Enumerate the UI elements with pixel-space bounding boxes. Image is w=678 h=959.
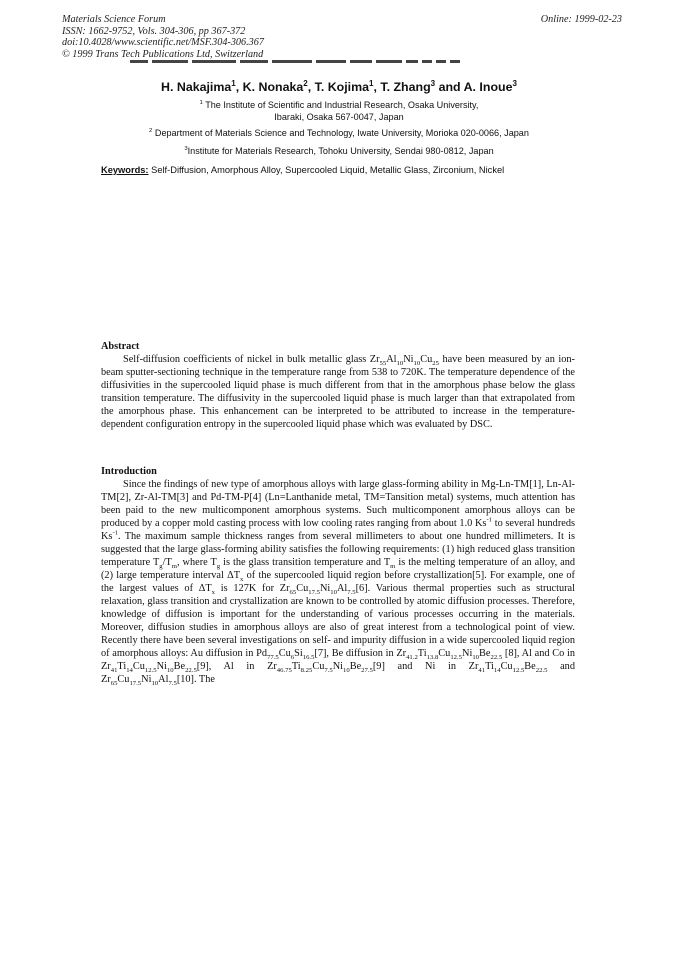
affiliation-text: The Institute of Scientific and Industrial Research, Osaka University, [205,100,479,110]
introduction-heading: Introduction [101,466,157,477]
issn-line: ISSN: 1662-9752, Vols. 304-306, pp 367-372 [62,25,246,37]
affiliation-2 [0,128,678,140]
affiliation-text: Ibaraki, Osaka 567-0047, Japan [274,111,404,122]
publication-header [62,14,264,60]
affiliation-3 [0,146,678,158]
affiliation-mark: 1 [231,78,236,88]
affiliation-text: Institute for Materials Research, Tohoku University, Sendai 980-0812, Japan [187,146,494,156]
author-name: H. Nakajima [161,80,232,94]
introduction-section [101,465,575,686]
keywords-label: Keywords: [101,165,149,175]
author-name: T. Zhang [380,80,431,94]
abstract-heading: Abstract [101,341,140,352]
affiliation-mark: 2 [303,78,308,88]
author-separator: , [235,80,243,94]
doi-link[interactable]: doi:10.4028/www.scientific.net/MSF.304-306.367 [62,37,264,49]
author-list [0,80,678,94]
affiliation-1 [0,100,678,123]
affiliation-mark: 2 [149,127,153,134]
online-date: Online: 1999-02-23 [540,14,622,25]
affiliation-text: Department of Materials Science and Technology, Iwate University, Morioka 020-0066, Japan [154,128,529,138]
introduction-body: Since the findings of new type of amorphous alloys with large glass-forming ability in Mg-Ln-TM[1], Ln-Al-TM[2], Zr-Al-TM[3] and Pd-TM-P[4] (Ln=Lanthanide metal, TM=Tansition metal) systems, much attention has been paid to the new multicomponent amorphous systems. Such multicomponent amorphous alloys can be produced by a copper mold casting process with low cooling rates ranging from about 1.0 $Ks^{-1}$ to several hundreds $Ks^{-1}$. The maximum sample thickness ranges from several millimeters to about one hundred millimeters. It is suggested that the large glass-forming ability satisfies the following requirements: (1) high reduced glass transition temperature $T_g/T_m$, where $T_g$ is the glass transition temperature and $T_m$ is the melting temperature of an alloy, and (2) large temperature interval $\Delta T_x$ of the supercooled liquid region before crystallization[5]. For example, one of the largest values of $\Delta T_x$ is 127K for $Zr_{65}Cu_{17.5}Ni_{10}Al_{7.5}[6]$. Various thermal properties such as structural relaxation, glass transition and crystallization are known to be controlled by atomic diffusion processes. Therefore, knowledge of diffusion is important for the understanding of various processes occurring in the materials. Moreover, diffusion studies in amorphous alloys are also of great interest from a technological point of view. Recently there have been several investigations on self- and impurity diffusion in a wide supercooled liquid region of amorphous alloys: Au diffusion in $Pd_{77.5}Cu_6Si_{16.5}[7]$, Be diffusion in $Zr_{41.2}Ti_{13.8}Cu_{12.5}Ni_{10}Be_{22.5}$ [8], Al and Co in $Zr_{41}Ti_{14}Cu_{12.5}Ni_{10}Be_{22.5}[9]$, Al in $Zr_{46.75}Ti_{8.25}Cu_{7.5}Ni_{10}Be_{27.5}[9]$ and Ni in $Zr_{41}Ti_{14}Cu_{12.5}Be_{22.5}$ and $Zr_{65}Cu_{17.5}Ni_{10}Al_{7.5}[10]$. The [101,479,576,688]
cropped-title-fragment [130,60,510,66]
journal-name: Materials Science Forum [62,14,166,25]
affiliation-mark: 3 [512,78,517,88]
keywords-text: Self-Diffusion, Amorphous Alloy, Supercooled Liquid, Metallic Glass, Zirconium, Nickel [148,165,505,175]
affiliation-mark: 1 [369,78,374,88]
author-separator: , [307,80,315,94]
affiliation-mark: 3 [430,78,436,88]
copyright-line: © 1999 Trans Tech Publications Ltd, Switzerland [62,48,264,60]
abstract-body: Self-diffusion coefficients of nickel in bulk metallic glass $Zr_{55}Al_{10}Ni_{10}Cu_{25}$ have been measured by an ion-beam sputter-sectioning technique in the temperature range from 538 to 720K. The temperature dependence of the diffusivities in the supercooled liquid phase is much different from that in the amorphous phase below the glass transition temperature. The diffusivity in the supercooled liquid phase is much larger than that extrapolated from the amorphous phase. This enhancement can be interpreted to be attributed to increase in the temperature-dependent configuration entropy in the supercooled liquid phase which was evaluated by DSC. [101,354,575,430]
keywords-line [101,165,621,175]
affiliation-mark: 1 [199,99,203,106]
author-name: A. Inoue [463,80,513,94]
abstract-section [101,340,575,431]
author-separator: , [373,80,381,94]
author-separator: and [435,80,464,94]
author-name: T. Kojima [314,80,370,94]
author-name: K. Nonaka [242,80,304,94]
affiliation-mark: 3 [184,145,188,152]
